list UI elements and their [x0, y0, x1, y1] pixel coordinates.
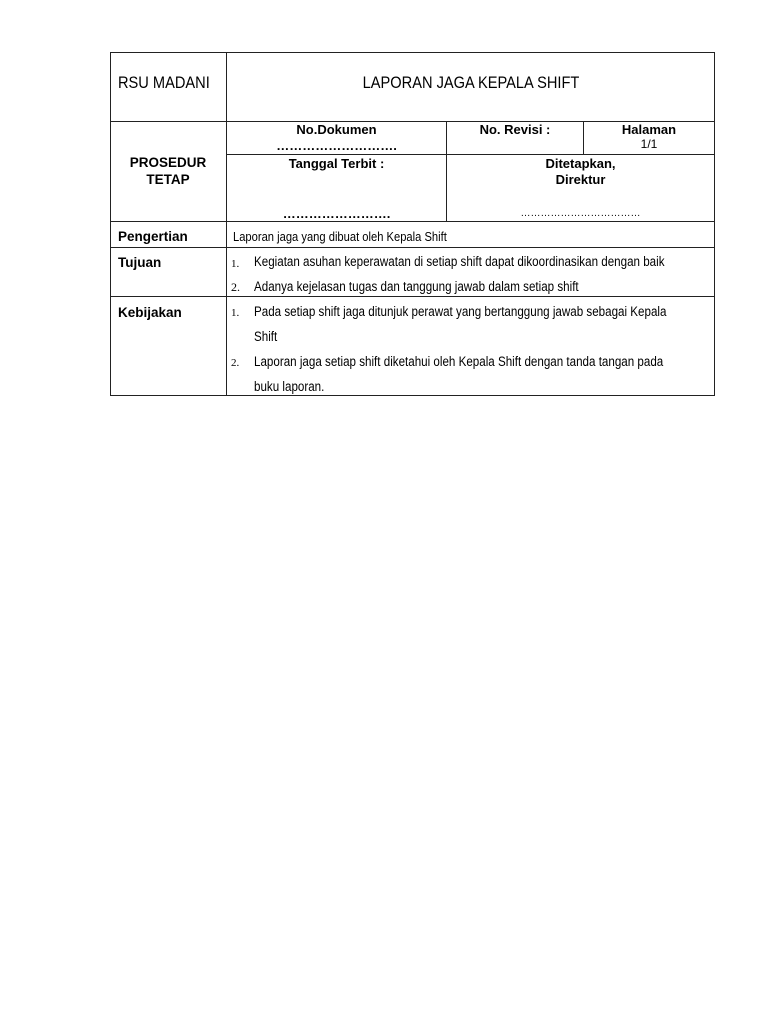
definition-text: Laporan jaga yang dibuat oleh Kepala Shift: [233, 229, 447, 244]
approval-signature-line: ………………………………: [520, 208, 641, 219]
approval-role: Direktur: [555, 172, 606, 187]
procedure-type-line-1: PROSEDUR: [129, 155, 207, 170]
issue-date-cell: [227, 156, 446, 172]
row-divider-meta-inner: [226, 154, 715, 155]
purpose-label: Tujuan: [118, 255, 162, 270]
row-divider-definition: [110, 247, 715, 248]
sop-table: [110, 52, 715, 396]
table-border-left: [110, 52, 111, 396]
column-divider: [226, 52, 227, 396]
definition-label: Pengertian: [118, 229, 188, 244]
policy-label: Kebijakan: [118, 305, 182, 320]
revision-label: No. Revisi :: [479, 122, 551, 137]
document-title: LAPORAN JAGA KEPALA SHIFT: [362, 73, 579, 92]
doc-number-label: No.Dokumen: [296, 122, 377, 137]
purpose-item-1-text: Kegiatan asuhan keperawatan di setiap shift dapat dikoordinasikan dengan baik: [254, 254, 665, 269]
policy-item-1-line-1: Pada setiap shift jaga ditunjuk perawat yang bertanggung jawab sebagai Kepala: [254, 304, 667, 319]
page-value: 1/1: [640, 137, 658, 151]
page-label: Halaman: [621, 122, 677, 137]
purpose-item-1-number: 1.: [231, 258, 240, 270]
doc-number-value: ……………………….: [276, 138, 397, 153]
purpose-item-2-number: 2.: [231, 280, 240, 294]
policy-item-2-line-1: Laporan jaga setiap shift diketahui oleh Kepala Shift dengan tanda tangan pada: [254, 354, 664, 369]
approval-cell: [447, 156, 714, 188]
table-border-bottom: [110, 395, 715, 396]
procedure-type: [110, 154, 226, 188]
institution-name: RSU MADANI: [118, 73, 210, 92]
revision-cell: [447, 122, 583, 138]
policy-item-2-line-2: buku laporan.: [254, 379, 325, 394]
issue-date-label: Tanggal Terbit :: [288, 156, 385, 171]
purpose-item-2-text: Adanya kejelasan tugas dan tanggung jawab dalam setiap shift: [254, 279, 579, 294]
row-divider-purpose: [110, 296, 715, 297]
doc-number-cell: [227, 122, 446, 154]
document-title-cell: [227, 73, 714, 93]
policy-item-1-line-2: Shift: [254, 329, 278, 344]
procedure-type-line-2: TETAP: [146, 172, 190, 187]
table-border-top: [110, 52, 715, 53]
table-border-right: [714, 52, 715, 396]
issue-date-value: …………………….: [282, 206, 391, 221]
policy-item-1-number: 1.: [231, 307, 240, 319]
policy-item-2-number: 2.: [231, 357, 240, 369]
approval-label: Ditetapkan,: [545, 156, 616, 171]
page-cell: [584, 122, 714, 152]
